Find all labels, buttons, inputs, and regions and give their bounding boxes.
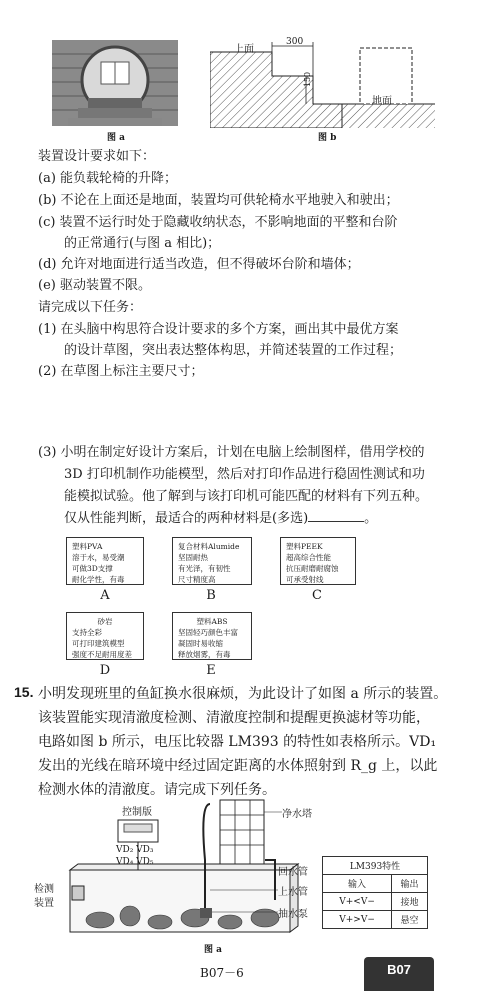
material-card-e	[172, 612, 252, 660]
material-c-letter: C	[312, 588, 322, 603]
material-c-prop1: 超高综合性能	[286, 553, 331, 562]
task-1-line1: (1) 在头脑中构思符合设计要求的多个方案，画出其中最优方案	[38, 322, 399, 337]
requirement-d: (d) 允许对地面进行适当改造，但不得破坏台阶和墙体；	[38, 257, 360, 272]
figure-a-caption: 图 a	[107, 133, 125, 143]
material-b-prop1: 坚固耐热	[178, 553, 208, 562]
material-c-prop3: 可承受射线	[286, 575, 324, 584]
material-d-name: 砂岩	[97, 617, 113, 626]
requirement-a: (a) 能负载轮椅的升降；	[38, 171, 178, 186]
q15-number: 15.	[14, 684, 34, 700]
control-board-label: 控制版	[122, 807, 152, 818]
lm393-table	[322, 856, 428, 929]
tasks-heading: 请完成以下任务：	[38, 300, 143, 315]
section-badge: B07	[364, 957, 434, 991]
material-card-a	[66, 537, 144, 585]
detector-label-1: 检测	[34, 884, 54, 895]
lm393-row2-output: 悬空	[392, 911, 428, 929]
task-2: (2) 在草图上标注主要尺寸；	[38, 364, 204, 379]
figure-b-dim-300: 300	[286, 37, 304, 47]
task-3-line1: (3) 小明在制定好设计方案后，计划在电脑上绘制图样，借用学校的	[38, 445, 425, 460]
material-card-c	[280, 537, 356, 585]
requirement-c-cont: 的正常通行(与图 a 相比)；	[64, 236, 221, 251]
material-e-name: 塑料ABS	[196, 617, 228, 626]
material-d-letter: D	[99, 663, 111, 678]
lm393-row1-output: 接地	[392, 893, 428, 911]
material-c-prop2: 抗压耐磨耐腐蚀	[286, 564, 339, 573]
material-a-prop3: 耐化学性，有毒	[72, 575, 125, 584]
q15-line3: 电路如图 b 所示，电压比较器 LM393 的特性如表格所示。VD₁	[38, 734, 437, 750]
task-3-question: 仅从性能判断，最适合的两种材料是(多选)	[64, 511, 309, 526]
requirement-e: (e) 驱动装置不限。	[38, 278, 151, 293]
material-card-b	[172, 537, 252, 585]
task-1-line2: 的设计草图，突出表达整体构思，并简述装置的工作过程；	[64, 343, 403, 358]
material-d-prop2: 可打印建筑模型	[72, 639, 125, 648]
vd-label-2: VD₄ VD₅	[116, 857, 154, 867]
requirement-b: (b) 不论在上面还是地面，装置均可供轮椅水平地驶入和驶出；	[38, 193, 399, 208]
material-card-d	[66, 612, 144, 660]
answer-blank[interactable]	[308, 509, 364, 522]
task-3-end: 。	[364, 511, 378, 526]
lm393-row2-input: V+>V−	[323, 911, 392, 929]
q15-line5: 检测水体的清澈度。请完成下列任务。	[38, 782, 276, 798]
q15-line2: 该装置能实现清澈度检测、清澈度控制和提醒更换滤材等功能，	[38, 710, 430, 726]
material-e-letter: E	[206, 663, 216, 678]
task-3-line4	[64, 509, 377, 529]
return-pipe-label: 回水管	[278, 867, 308, 878]
requirements-heading: 装置设计要求如下：	[38, 149, 156, 164]
q15-line4: 发出的光线在暗环境中经过固定距离的水体照射到 R_g 上，以此	[38, 758, 438, 774]
q15-line1: 小明发现班里的鱼缸换水很麻烦，为此设计了如图 a 所示的装置。	[38, 686, 448, 702]
figure-a-photo	[52, 40, 178, 126]
task-3-line2: 3D 打印机制作功能模型，然后对打印作品进行稳固性测试和功	[64, 467, 425, 482]
pump-label: 抽水泵	[278, 909, 308, 920]
material-b-prop2: 有光泽，有韧性	[178, 564, 231, 573]
figure-b-upper-label: 上面	[234, 44, 254, 55]
figure-b-caption: 图 b	[318, 133, 337, 143]
material-e-prop2: 凝固时易收缩	[178, 639, 223, 648]
material-e-prop1: 坚固轻巧颜色丰富	[178, 628, 238, 637]
vd-label-1: VD₂ VD₃	[116, 845, 154, 855]
material-b-name: 复合材料Alumide	[178, 542, 240, 551]
material-e-prop3: 释放烟雾，有毒	[178, 650, 231, 659]
lm393-header-input: 输入	[323, 875, 392, 893]
water-tower-label: 净水塔	[282, 809, 312, 820]
material-b-letter: B	[206, 588, 216, 603]
figure-b-dim-150: 150	[303, 71, 313, 88]
material-a-name: 塑料PVA	[72, 542, 103, 551]
lm393-row1-input: V+<V−	[323, 893, 392, 911]
material-a-prop2: 可做3D支撑	[72, 564, 113, 573]
material-c-name: 塑料PEEK	[286, 542, 323, 551]
lm393-header-output: 输出	[392, 875, 428, 893]
material-d-prop3: 强度不足耐用度差	[72, 650, 132, 659]
page-number: B07－6	[200, 966, 244, 980]
material-a-letter: A	[100, 588, 110, 603]
material-a-prop1: 溶于水，易受潮	[72, 553, 125, 562]
task-3-line3: 能模拟试验。他了解到与该打印机可能匹配的材料有下列五种。	[64, 489, 429, 504]
inlet-pipe-label: 上水管	[278, 887, 308, 898]
figure-b-ground-label: 地面	[372, 96, 392, 107]
lm393-title: LM393特性	[323, 857, 428, 875]
requirement-c: (c) 装置不运行时处于隐藏收纳状态，不影响地面的平整和台阶	[38, 215, 398, 230]
material-d-prop1: 支持全彩	[72, 628, 102, 637]
detector-label-2: 装置	[34, 898, 54, 909]
aquarium-caption: 图 a	[204, 945, 222, 955]
material-b-prop3: 尺寸精度高	[178, 575, 216, 584]
